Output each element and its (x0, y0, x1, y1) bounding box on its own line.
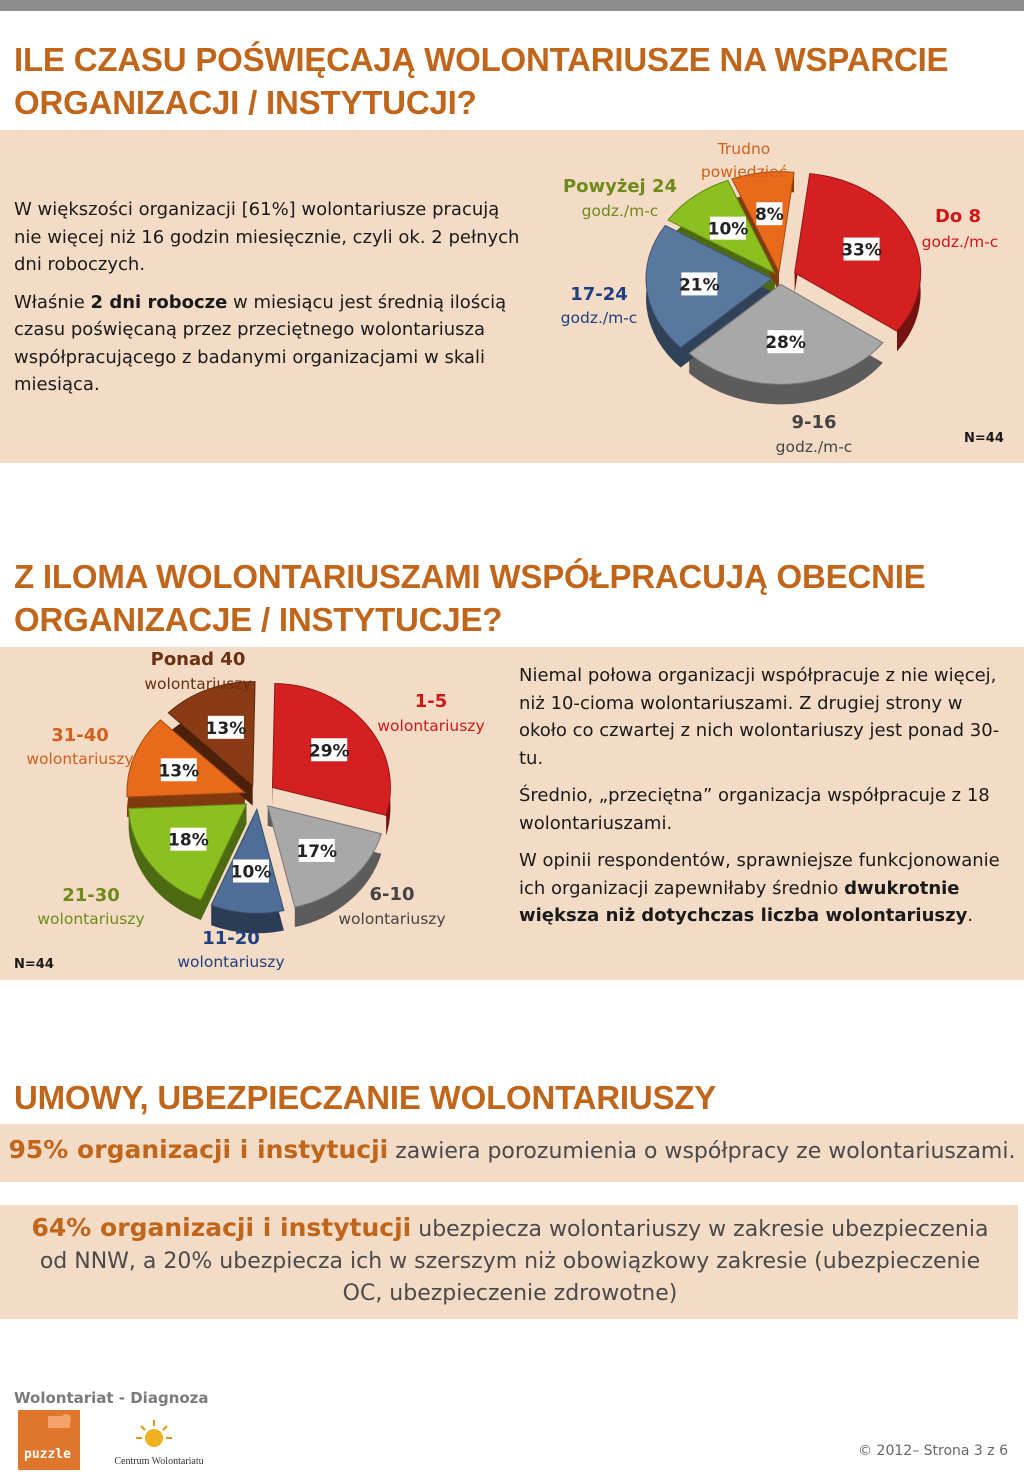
pie2-value-label-2: 10% (230, 862, 272, 883)
label-1120-sub: wolontariuszy (177, 953, 285, 971)
label-2130-main: 21-30 (62, 885, 120, 906)
section2-n: N=44 (14, 957, 54, 972)
section2-text (519, 662, 1014, 940)
label-pow24-sub: godz./m-c (581, 202, 659, 220)
section1-para2-post: w miesiącu jest średnią ilością czasu poświęcaną przez przeciętnego wolontariusza współpracującego z badanymi organizacjami w skali miesiąca. (14, 291, 507, 395)
section2-para3 (519, 847, 1014, 930)
section2-title: Z ILOMA WOLONTARIUSZAMI WSPÓŁPRACUJĄ OBECNIE ORGANIZACJE / INSTYTUCJE? (14, 558, 926, 638)
section2-para3-bold: dwukrotnie większa niż dotychczas liczba wolontariuszy (519, 877, 968, 926)
page-number: © 2012– Strona 3 z 6 (858, 1443, 1008, 1459)
pie-chart-hours (530, 130, 1024, 463)
section1-text (14, 196, 524, 409)
footer-title: Wolontariat - Diagnoza (14, 1389, 209, 1407)
sun-hands-icon (104, 1414, 214, 1470)
label-2130-sub: wolontariuszy (37, 910, 145, 928)
statement-insurance-highlight: 64% organizacji i instytucji (31, 1213, 412, 1242)
label-3140-main: 31-40 (51, 725, 109, 746)
label-pon40-sub: wolontariuszy (144, 675, 252, 693)
top-bar (0, 0, 1024, 11)
puzzle-logo-text: puzzle (24, 1447, 71, 1462)
label-pow24-main: Powyżej 24 (562, 176, 678, 197)
pie2-value-label-4: 13% (158, 761, 200, 782)
section3-title: UMOWY, UBEZPIECZANIE WOLONTARIUSZY (14, 1079, 717, 1116)
statement-insurance (30, 1212, 990, 1310)
pie1-value-label-4: 8% (754, 205, 784, 226)
label-trudno-2: powiedzieć (700, 163, 788, 181)
statement-insurance-rest: ubezpiecza wolontariuszy w zakresie ubezpieczenia od NNW, a 20% ubezpiecza ich w szerszym niż obowiązkowy zakresie (ubezpieczenie OC, ubezpieczenie zdrowotne) (39, 1217, 989, 1306)
label-3140-sub: wolontariuszy (26, 750, 134, 768)
section1-para2 (14, 289, 524, 399)
section2-para3-pre: W opinii respondentów, sprawniejsze funkcjonowanie ich organizacji zapewniłaby średnio (519, 850, 1000, 899)
section1-para2-pre: Właśnie (14, 291, 91, 313)
pie-chart-volunteers (0, 647, 510, 980)
section2-para1: Niemal połowa organizacji współpracuje z nie więcej, niż 10-cioma wolontariuszami. Z drugiej strony w około co czwartej z nich wolontariuszy jest ponad 30-tu. (519, 665, 1000, 769)
centrum-wolontariatu-logo (104, 1414, 214, 1470)
label-916-sub: godz./m-c (775, 438, 853, 456)
pie1-value-label-1: 28% (765, 333, 806, 354)
label-15-sub: wolontariuszy (377, 717, 485, 735)
section1-n: N=44 (964, 431, 1004, 446)
label-610-sub: wolontariuszy (338, 910, 446, 928)
label-do8-sub: godz./m-c (921, 233, 999, 251)
statement-contracts (0, 1134, 1024, 1168)
label-610-main: 6-10 (369, 884, 415, 905)
section2-para2: Średnio, „przeciętna” organizacja współpracuje z 18 wolontariuszami. (519, 785, 990, 834)
statement-contracts-rest: zawiera porozumienia o współpracy ze wolontariuszami. (388, 1139, 1016, 1164)
centrum-logo-text: Centrum Wolontariatu (114, 1456, 204, 1467)
pie2-value-label-3: 18% (168, 830, 209, 851)
pie1-value-label-2: 21% (678, 275, 720, 296)
pie1-value-label-0: 33% (841, 240, 882, 261)
pie2-value-label-0: 29% (308, 741, 350, 762)
label-1120-main: 11-20 (202, 928, 260, 949)
label-do8-main: Do 8 (934, 206, 982, 227)
label-15-main: 1-5 (414, 691, 448, 712)
pie1-value-label-3: 10% (707, 219, 749, 240)
label-916-main: 9-16 (791, 412, 837, 433)
section2-para3-post: . (967, 905, 974, 926)
label-trudno-1: Trudno (717, 140, 771, 158)
section1-para1: W większości organizacji [61%] wolontariusze pracują nie więcej niż 16 godzin miesięcznie, czyli ok. 2 pełnych dni roboczych. (14, 199, 520, 275)
pie2-value-label-5: 13% (205, 718, 247, 739)
pie2-value-label-1: 17% (296, 841, 338, 862)
statement-contracts-highlight: 95% organizacji i instytucji (8, 1135, 389, 1164)
section1-title: ILE CZASU POŚWIĘCAJĄ WOLONTARIUSZE NA WSPARCIE ORGANIZACJI / INSTYTUCJI? (14, 41, 949, 121)
label-pon40-main: Ponad 40 (150, 649, 246, 670)
label-1724-main: 17-24 (570, 284, 628, 305)
puzzle-logo (18, 1410, 80, 1470)
label-1724-sub: godz./m-c (560, 309, 638, 327)
section1-para2-bold: 2 dni robocze (90, 291, 228, 313)
